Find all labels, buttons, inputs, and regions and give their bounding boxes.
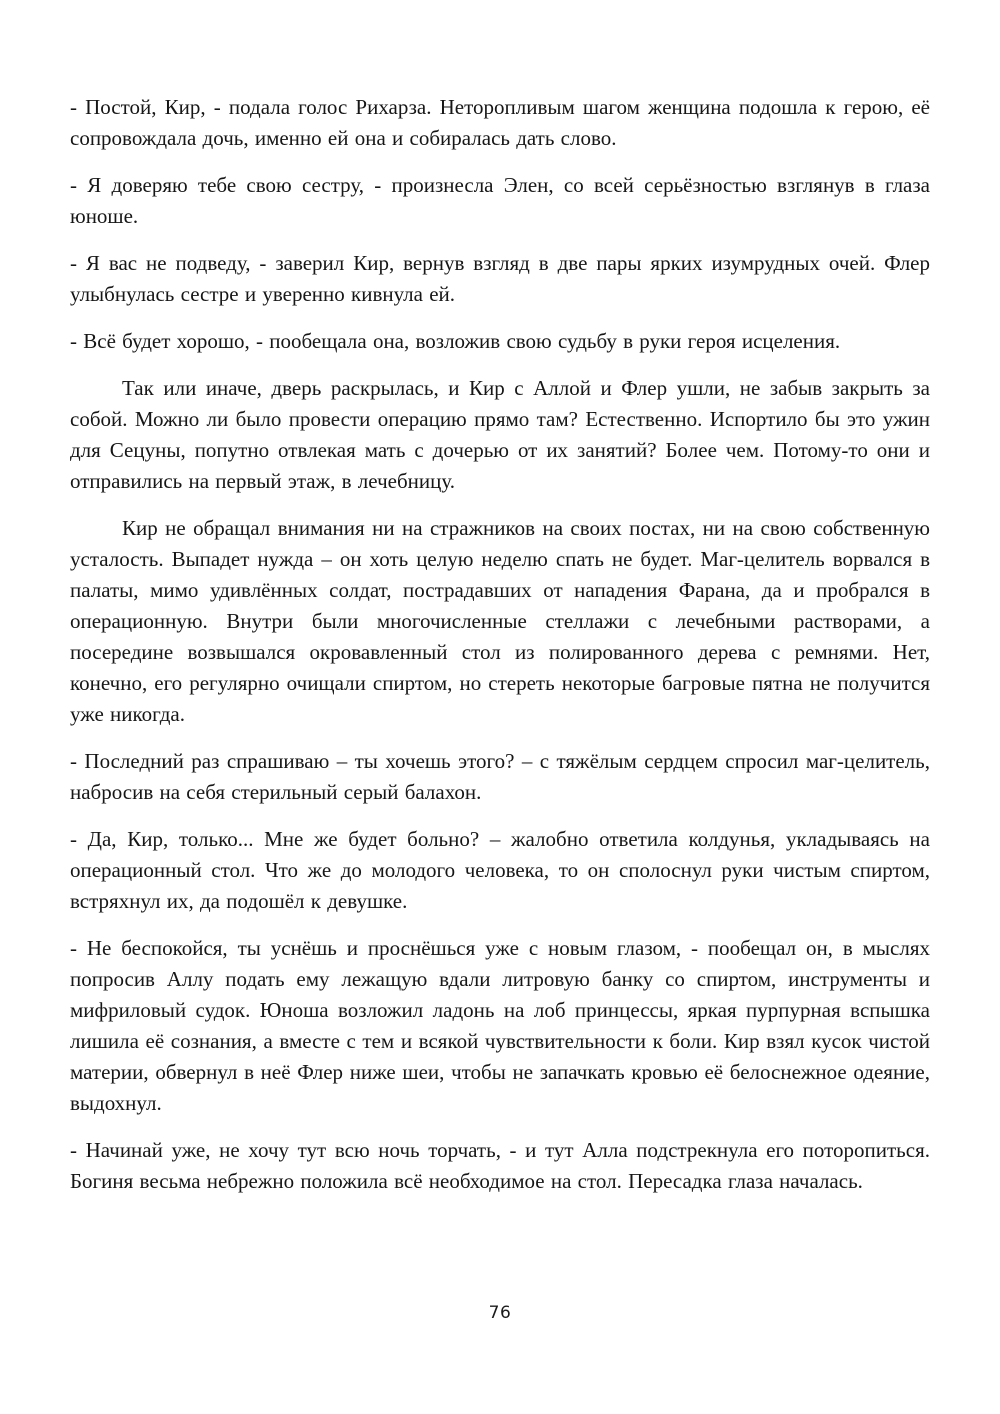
paragraph: - Последний раз спрашиваю – ты хочешь этого? – с тяжёлым сердцем спросил маг-целитель, набросив на себя стерильный серый балахон. (70, 749, 930, 804)
page-footer (0, 1303, 1000, 1323)
paragraph: - Всё будет хорошо, - пообещала она, возложив свою судьбу в руки героя исцеления. (70, 329, 841, 353)
page-text (70, 92, 930, 1213)
paragraph: Так или иначе, дверь раскрылась, и Кир с Аллой и Флер ушли, не забыв закрыть за собой. Можно ли было провести операцию прямо там? Естественно. Испортило бы это ужин для Сецуны, попутно отвлекая мать с дочерью от их занятий? Более чем. Потому-то они и отправились на первый этаж, в лечебницу. (70, 376, 930, 493)
paragraph: - Начинай уже, не хочу тут всю ночь торчать, - и тут Алла подстрекнула его поторопиться. Богиня весьма небрежно положила всё необходимое на стол. Пересадка глаза началась. (70, 1138, 930, 1193)
paragraph: - Я доверяю тебе свою сестру, - произнесла Элен, со всей серьёзностью взглянув в глаза юноше. (70, 173, 930, 228)
paragraph: Кир не обращал внимания ни на стражников на своих постах, ни на свою собственную усталость. Выпадет нужда – он хоть целую неделю спать не будет. Маг-целитель ворвался в палаты, мимо удивлённых солдат, пострадавших от нападения Фарана, да и пробрался в операционную. Внутри были многочисленные стеллажи с лечебными растворами, а посередине возвышался окровавленный стол из полированного дерева с ремнями. Нет, конечно, его регулярно очищали спиртом, но стереть некоторые багровые пятна не получится уже никогда. (70, 516, 930, 726)
paragraph: - Постой, Кир, - подала голос Рихарза. Неторопливым шагом женщина подошла к герою, её сопровождала дочь, именно ей она и собиралась дать слово. (70, 95, 930, 150)
paragraph: - Да, Кир, только... Мне же будет больно? – жалобно ответила колдунья, укладываясь на операционный стол. Что же до молодого человека, то он сполоснул руки чистым спиртом, встряхнул их, да подошёл к девушке. (70, 827, 930, 913)
page-number: 76 (488, 1303, 512, 1323)
paragraph: - Я вас не подведу, - заверил Кир, вернув взгляд в две пары ярких изумрудных очей. Флер улыбнулась сестре и уверенно кивнула ей. (70, 251, 930, 306)
paragraph: - Не беспокойся, ты уснёшь и проснёшься уже с новым глазом, - пообещал он, в мыслях попросив Аллу подать ему лежащую вдали литровую банку со спиртом, инструменты и мифриловый судок. Юноша возложил ладонь на лоб принцессы, яркая пурпурная вспышка лишила её сознания, а вместе с тем и всякой чувствительности к боли. Кир взял кусок чистой материи, обвернул в неё Флер ниже шеи, чтобы не запачкать кровью её белоснежное одеяние, выдохнул. (70, 936, 930, 1115)
